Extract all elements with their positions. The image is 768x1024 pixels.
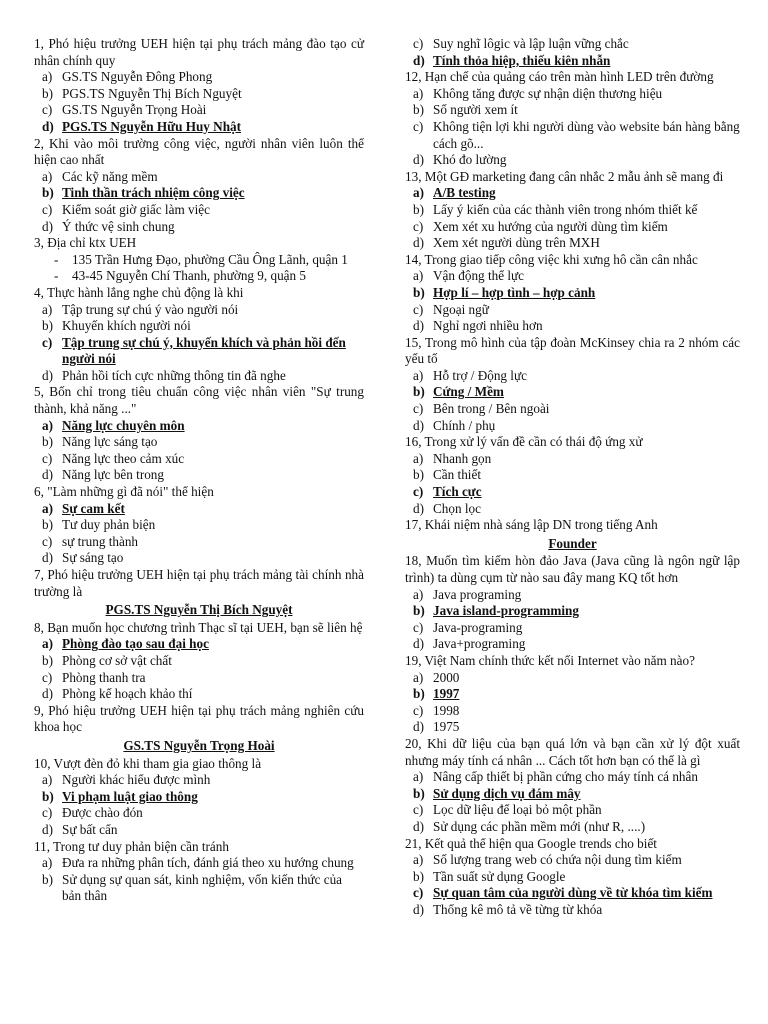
- correct-option: [34, 789, 364, 806]
- dash-mark: -: [54, 268, 59, 284]
- option-item: [34, 467, 364, 484]
- option-letter: d): [413, 52, 425, 68]
- option-text: Đưa ra những phân tích, đánh giá theo xu hướng chung: [62, 855, 354, 871]
- option-text: Sự sáng tạo: [62, 550, 124, 566]
- answer-text: Founder: [548, 535, 597, 551]
- question-text: 8, Bạn muốn học chương trình Thạc sĩ tại UEH, bạn sẽ liên hệ: [34, 619, 363, 635]
- option-text: Khuyến khích người nói: [62, 318, 191, 334]
- question-text: 15, Trong mô hình của tập đoàn McKinsey chia ra 2 nhóm các yếu tố: [405, 334, 740, 367]
- option-letter: a): [413, 367, 424, 383]
- option-text: Phòng kế hoạch khảo thí: [62, 686, 193, 702]
- option-item: [34, 169, 364, 186]
- question-block: [405, 736, 740, 836]
- question-block: [34, 567, 364, 619]
- option-text: A/B testing: [433, 185, 496, 201]
- correct-option: [405, 285, 740, 302]
- correct-option: [405, 484, 740, 501]
- option-text: Nhanh gọn: [433, 450, 492, 466]
- option-text: Bên trong / Bên ngoài: [433, 401, 550, 417]
- question-block: [405, 653, 740, 736]
- option-item: [405, 318, 740, 335]
- correct-option: [405, 53, 740, 70]
- question-text: 10, Vượt đèn đỏ khi tham gia giao thông là: [34, 755, 262, 771]
- question-block: [405, 36, 740, 69]
- option-list: [405, 185, 740, 251]
- option-text: Suy nghĩ lôgic và lập luận vững chắc: [433, 36, 629, 51]
- option-letter: a): [413, 852, 424, 868]
- option-list: [405, 852, 740, 918]
- option-letter: a): [413, 268, 424, 284]
- question-text: 16, Trong xử lý vấn đề cần có thái độ ứng xử: [405, 434, 643, 450]
- option-text: Sự cam kết: [62, 500, 125, 516]
- option-letter: b): [42, 788, 54, 804]
- question-text: 11, Trong tư duy phản biện cần tránh: [34, 838, 229, 854]
- question-text: 17, Khái niệm nhà sáng lập DN trong tiếng Anh: [405, 517, 658, 533]
- option-text: Java+programing: [433, 636, 526, 652]
- option-item: [34, 772, 364, 789]
- option-item: [405, 202, 740, 219]
- option-text: Chọn lọc: [433, 500, 481, 516]
- option-letter: b): [42, 434, 53, 450]
- option-letter: c): [413, 802, 424, 818]
- option-item: [405, 152, 740, 169]
- option-text: Năng lực bên trong: [62, 467, 164, 483]
- option-text: Tập trung sự chú ý, khuyến khích và phản hồi đến người nói: [62, 334, 346, 367]
- option-letter: d): [42, 686, 53, 702]
- option-text: Lọc dữ liệu để loại bỏ một phần: [433, 802, 602, 818]
- option-letter: d): [413, 901, 424, 917]
- option-text: Không tăng được sự nhận diện thương hiệu: [433, 85, 663, 101]
- option-text: Kiểm soát giờ giấc làm việc: [62, 201, 210, 217]
- option-list: [405, 368, 740, 434]
- option-list: [34, 69, 364, 135]
- option-letter: c): [42, 102, 53, 118]
- option-letter: a): [42, 636, 53, 652]
- option-letter: a): [413, 85, 424, 101]
- question-block: [34, 136, 364, 236]
- option-letter: b): [413, 785, 425, 801]
- correct-option: [405, 185, 740, 202]
- option-list: [405, 451, 740, 517]
- option-text: Chính / phụ: [433, 417, 496, 433]
- option-letter: c): [42, 334, 53, 350]
- correct-option: [405, 786, 740, 803]
- question-block: [34, 285, 364, 385]
- question-text: 9, Phó hiệu trưởng UEH hiện tại phụ trách mảng nghiên cứu khoa học: [34, 702, 364, 735]
- option-letter: c): [42, 450, 53, 466]
- option-item: [34, 318, 364, 335]
- option-item: [405, 368, 740, 385]
- option-letter: b): [413, 868, 424, 884]
- option-text: GS.TS Nguyễn Trọng Hoài: [62, 102, 207, 118]
- option-letter: a): [413, 185, 424, 201]
- option-item: [405, 587, 740, 604]
- option-text: 1998: [433, 702, 460, 718]
- correct-option: [34, 335, 364, 368]
- option-item: [405, 620, 740, 637]
- option-text: Tinh thần trách nhiệm công việc: [62, 185, 245, 201]
- option-text: PGS.TS Nguyễn Thị Bích Nguyệt: [62, 85, 242, 101]
- option-list: [405, 36, 740, 69]
- option-item: [34, 670, 364, 687]
- option-letter: b): [42, 871, 53, 887]
- option-text: Được chào đón: [62, 805, 143, 821]
- option-letter: c): [413, 484, 424, 500]
- option-letter: a): [42, 168, 53, 184]
- option-text: Nghỉ ngơi nhiều hơn: [433, 318, 543, 334]
- option-text: Nâng cấp thiết bị phần cứng cho máy tính cá nhân: [433, 769, 698, 785]
- option-letter: c): [42, 805, 53, 821]
- address-text: 135 Trần Hưng Đạo, phường Cầu Ông Lãnh, quận 1: [72, 251, 348, 267]
- left-column: [34, 36, 364, 905]
- option-letter: d): [413, 235, 424, 251]
- option-list: [34, 855, 364, 905]
- option-text: Vận động thể lực: [433, 268, 525, 284]
- option-letter: b): [413, 686, 425, 702]
- option-text: Tích cực: [433, 484, 482, 500]
- option-letter: c): [413, 301, 424, 317]
- question-block: [34, 756, 364, 839]
- option-text: GS.TS Nguyễn Đông Phong: [62, 69, 213, 85]
- correct-option: [405, 686, 740, 703]
- option-letter: b): [42, 652, 53, 668]
- question-block: [405, 335, 740, 435]
- option-list: [34, 636, 364, 702]
- option-letter: c): [413, 36, 424, 51]
- option-item: [405, 268, 740, 285]
- option-text: 1997: [433, 686, 460, 702]
- option-letter: a): [42, 301, 53, 317]
- question-block: [34, 484, 364, 567]
- question-block: [405, 836, 740, 919]
- option-letter: c): [413, 401, 424, 417]
- option-letter: c): [413, 218, 424, 234]
- option-letter: a): [413, 669, 424, 685]
- option-text: Năng lực chuyên môn: [62, 417, 185, 433]
- option-item: [34, 805, 364, 822]
- option-letter: b): [413, 284, 425, 300]
- option-item: [405, 401, 740, 418]
- correct-option: [34, 636, 364, 653]
- option-letter: d): [413, 719, 424, 735]
- option-text: sự trung thành: [62, 533, 139, 549]
- option-letter: c): [413, 885, 424, 901]
- option-item: [34, 451, 364, 468]
- option-letter: c): [413, 702, 424, 718]
- option-item: [34, 872, 364, 905]
- question-text: 19, Việt Nam chính thức kết nối Internet vào năm nào?: [405, 652, 695, 668]
- option-item: [405, 302, 740, 319]
- option-list: [34, 169, 364, 235]
- question-text: 1, Phó hiệu trưởng UEH hiện tại phụ trách mảng đào tạo cử nhân chính quy: [34, 36, 364, 68]
- option-letter: d): [413, 417, 424, 433]
- question-block: [405, 553, 740, 653]
- option-text: Ý thức vệ sinh chung: [62, 218, 175, 234]
- question-block: [34, 703, 364, 755]
- option-item: [405, 102, 740, 119]
- question-block: [34, 235, 364, 285]
- option-item: [405, 852, 740, 869]
- option-item: [34, 368, 364, 385]
- option-text: Sử dụng sự quan sát, kinh nghiệm, vốn kiến thức của bản thân: [62, 871, 343, 904]
- option-letter: a): [413, 450, 424, 466]
- option-letter: a): [413, 769, 424, 785]
- option-text: Tần suất sử dụng Google: [433, 868, 566, 884]
- option-text: PGS.TS Nguyễn Hữu Huy Nhật: [62, 118, 242, 134]
- correct-option: [34, 119, 364, 136]
- option-list: [405, 587, 740, 653]
- option-item: [34, 534, 364, 551]
- option-item: [34, 202, 364, 219]
- question-text: 21, Kết quả thể hiện qua Google trends cho biết: [405, 835, 657, 851]
- correct-option: [405, 885, 740, 902]
- option-letter: b): [42, 185, 54, 201]
- option-letter: d): [413, 500, 424, 516]
- option-text: Java island-programming: [433, 603, 579, 619]
- option-item: [405, 819, 740, 836]
- option-text: Không tiện lợi khi người dùng vào website bán hàng bằng cách gõ...: [433, 118, 740, 151]
- option-item: [34, 855, 364, 872]
- option-item: [405, 902, 740, 919]
- option-text: Tính thỏa hiệp, thiếu kiên nhẫn: [433, 52, 611, 68]
- option-text: Xem xét người dùng trên MXH: [433, 235, 600, 251]
- option-text: Phản hồi tích cực những thông tin đã nghe: [62, 367, 286, 383]
- option-list: [34, 418, 364, 484]
- option-item: [405, 36, 740, 53]
- option-text: Sự bất cẩn: [62, 821, 118, 837]
- option-item: [405, 451, 740, 468]
- option-text: Tập trung sự chú ý vào người nói: [62, 301, 239, 317]
- option-letter: b): [413, 467, 424, 483]
- option-letter: b): [42, 517, 53, 533]
- question-block: [405, 434, 740, 517]
- question-block: [34, 36, 364, 136]
- option-letter: a): [42, 772, 53, 788]
- option-item: [34, 822, 364, 839]
- option-text: Lấy ý kiến của các thành viên trong nhóm thiết kế: [433, 201, 698, 217]
- question-text: 6, "Làm những gì đã nói" thể hiện: [34, 484, 214, 500]
- option-item: [405, 869, 740, 886]
- right-column: [405, 36, 740, 918]
- option-item: [405, 703, 740, 720]
- option-list: [405, 769, 740, 835]
- question-text: 18, Muốn tìm kiếm hòn đảo Java (Java cũng là ngôn ngữ lập trình) ta dùng cụm từ nào sau đây mang KQ tốt hơn: [405, 553, 740, 585]
- option-item: [34, 302, 364, 319]
- option-item: [405, 235, 740, 252]
- option-letter: d): [42, 821, 53, 837]
- option-text: Hợp lí – hợp tình – hợp cảnh: [433, 284, 596, 300]
- option-letter: d): [413, 318, 424, 334]
- correct-option: [405, 384, 740, 401]
- option-text: Các kỹ năng mềm: [62, 168, 158, 184]
- option-list: [34, 302, 364, 385]
- option-text: Số lượng trang web có chứa nội dung tìm kiếm: [433, 852, 682, 868]
- address-item: [34, 252, 364, 269]
- option-text: Java programing: [433, 586, 522, 602]
- option-list: [34, 772, 364, 838]
- option-letter: b): [413, 603, 425, 619]
- option-letter: c): [413, 118, 424, 134]
- question-text: 20, Khi dữ liệu của bạn quá lớn và bạn cần xử lý đột xuất nhưng máy tính cá nhân ... Cách tốt hơn bạn có thể là gì: [405, 735, 740, 768]
- option-letter: d): [42, 367, 53, 383]
- option-item: [405, 670, 740, 687]
- option-letter: d): [413, 636, 424, 652]
- option-letter: b): [413, 201, 424, 217]
- option-text: Java-programing: [433, 619, 523, 635]
- option-text: Phòng thanh tra: [62, 669, 146, 685]
- question-block: [405, 517, 740, 552]
- question-text: 14, Trong giao tiếp công việc khi xưng hô cần cân nhắc: [405, 251, 698, 267]
- correct-option: [34, 501, 364, 518]
- option-text: Khó đo lường: [433, 152, 507, 168]
- option-letter: d): [413, 152, 424, 168]
- question-block: [34, 620, 364, 703]
- option-item: [34, 434, 364, 451]
- option-item: [34, 102, 364, 119]
- option-list: [405, 670, 740, 736]
- address-text: 43-45 Nguyễn Chí Thanh, phường 9, quận 5: [72, 268, 307, 284]
- option-item: [405, 636, 740, 653]
- option-letter: d): [42, 218, 53, 234]
- question-text: 4, Thực hành lắng nghe chủ động là khi: [34, 284, 244, 300]
- question-text: 3, Địa chỉ ktx UEH: [34, 235, 137, 251]
- question-block: [405, 252, 740, 335]
- option-text: Phòng cơ sở vật chất: [62, 652, 172, 668]
- option-item: [405, 418, 740, 435]
- option-text: Số người xem ít: [433, 102, 518, 118]
- correct-option: [34, 185, 364, 202]
- option-item: [34, 653, 364, 670]
- option-item: [405, 219, 740, 236]
- option-text: Hỗ trợ / Động lực: [433, 367, 527, 383]
- option-letter: c): [42, 669, 53, 685]
- option-list: [34, 501, 364, 567]
- option-text: Thống kê mô tả về từng từ khóa: [433, 901, 603, 917]
- option-text: Tư duy phản biện: [62, 517, 156, 533]
- answer-text: PGS.TS Nguyễn Thị Bích Nguyệt: [105, 602, 293, 618]
- question-text: 2, Khi vào môi trường công việc, người nhân viên luôn thể hiện cao nhất: [34, 135, 364, 168]
- option-text: Cần thiết: [433, 467, 481, 483]
- option-item: [34, 86, 364, 103]
- option-letter: b): [413, 102, 424, 118]
- option-text: Năng lực theo cảm xúc: [62, 450, 185, 466]
- option-item: [34, 517, 364, 534]
- question-text: 12, Hạn chế của quảng cáo trên màn hình LED trên đường: [405, 69, 714, 85]
- option-text: Xem xét xu hướng của người dùng tìm kiếm: [433, 218, 668, 234]
- option-item: [405, 119, 740, 152]
- option-list: [405, 268, 740, 334]
- option-letter: b): [413, 384, 425, 400]
- option-letter: a): [42, 855, 53, 871]
- option-letter: d): [42, 118, 54, 134]
- option-text: Người khác hiểu được mình: [62, 772, 211, 788]
- option-text: 1975: [433, 719, 460, 735]
- question-block: [34, 384, 364, 484]
- correct-option: [34, 418, 364, 435]
- option-text: 2000: [433, 669, 460, 685]
- question-text: 13, Một GĐ marketing đang cân nhắc 2 mẫu ảnh sẽ mang đi: [405, 168, 724, 184]
- option-item: [405, 86, 740, 103]
- option-letter: a): [42, 69, 53, 85]
- option-item: [34, 550, 364, 567]
- option-list: [405, 86, 740, 169]
- option-text: Ngoại ngữ: [433, 301, 489, 317]
- question-text: 7, Phó hiệu trưởng UEH hiện tại phụ trách mảng tài chính nhà trường là: [34, 567, 364, 599]
- option-letter: c): [413, 619, 424, 635]
- address-item: [34, 268, 364, 285]
- option-letter: d): [42, 550, 53, 566]
- question-block: [405, 69, 740, 169]
- option-letter: d): [413, 818, 424, 834]
- dash-mark: -: [54, 251, 59, 267]
- option-letter: a): [42, 417, 53, 433]
- option-letter: a): [413, 586, 424, 602]
- option-item: [34, 69, 364, 86]
- option-text: Vi phạm luật giao thông: [62, 788, 198, 804]
- correct-option: [405, 603, 740, 620]
- question-block: [34, 839, 364, 905]
- option-item: [405, 802, 740, 819]
- option-item: [34, 219, 364, 236]
- question-text: 5, Bốn chỉ trong tiêu chuẩn công việc nhân viên "Sự trung thành, khả năng ...": [34, 384, 364, 417]
- option-letter: a): [42, 500, 53, 516]
- option-text: Cứng / Mềm: [433, 384, 504, 400]
- option-item: [405, 769, 740, 786]
- option-letter: b): [42, 85, 53, 101]
- option-letter: c): [42, 533, 53, 549]
- answer-text: GS.TS Nguyễn Trọng Hoài: [123, 737, 275, 753]
- option-text: Sự quan tâm của người dùng về từ khóa tìm kiếm: [433, 885, 713, 901]
- option-letter: d): [42, 467, 53, 483]
- option-letter: c): [42, 201, 53, 217]
- option-text: Phòng đào tạo sau đại học: [62, 636, 209, 652]
- option-text: Năng lực sáng tạo: [62, 434, 158, 450]
- option-text: Sử dụng các phần mềm mới (như R, ....): [433, 818, 646, 834]
- option-item: [34, 686, 364, 703]
- option-text: Sử dụng dịch vụ đám mây: [433, 785, 581, 801]
- question-block: [405, 169, 740, 252]
- option-letter: b): [42, 318, 53, 334]
- option-item: [405, 501, 740, 518]
- option-item: [405, 719, 740, 736]
- option-item: [405, 467, 740, 484]
